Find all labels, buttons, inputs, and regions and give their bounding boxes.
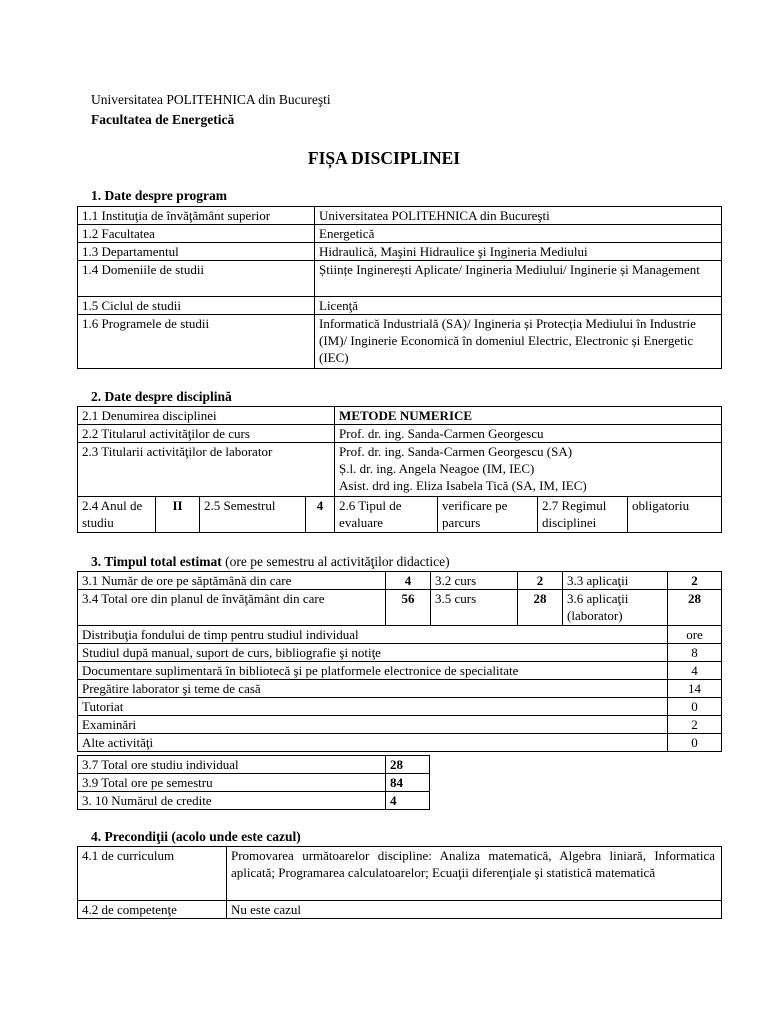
course-hours-label: 3.2 curs (431, 572, 518, 590)
course-holder-value: Prof. dr. ing. Sanda-Carmen Georgescu (335, 425, 722, 443)
evaluation-label: 2.6 Tipul de evaluare (335, 497, 438, 533)
program-value: Licenţă (315, 297, 722, 315)
lab-total-value: 28 (668, 590, 722, 626)
precondition-row (78, 847, 722, 901)
hours-per-week-label: 3.1 Număr de ore pe săptămână din care (78, 572, 386, 590)
semester-value: 4 (306, 497, 335, 533)
time-table (77, 571, 722, 752)
activity-label: Tutoriat (78, 698, 668, 716)
activity-label: Alte activităţi (78, 734, 668, 752)
program-label: 1.1 Instituţia de învăţământ superior (78, 207, 315, 225)
lab-holders-value (335, 443, 722, 497)
activity-label: Pregătire laborator şi teme de casă (78, 680, 668, 698)
total-plan-hours-label: 3.4 Total ore din planul de învăţământ din care (78, 590, 386, 626)
application-hours-label: 3.3 aplicaţii (563, 572, 668, 590)
semester-label: 2.5 Semestrul (200, 497, 306, 533)
totals-table (77, 755, 430, 810)
program-label: 1.2 Facultatea (78, 225, 315, 243)
distribution-unit: ore (668, 626, 722, 644)
course-total-label: 3.5 curs (431, 590, 518, 626)
document-title: FIȘA DISCIPLINEI (307, 148, 461, 168)
total-label: 3.9 Total ore pe semestru (78, 774, 386, 792)
discipline-row (78, 407, 722, 425)
program-row (78, 315, 722, 369)
program-value: Universitatea POLITEHNICA din Bucureşti (315, 207, 722, 225)
lab-holder-line: Prof. dr. ing. Sanda-Carmen Georgescu (SA) (339, 444, 573, 459)
program-table (77, 206, 722, 369)
hours-per-week-value: 4 (386, 572, 431, 590)
activity-label: Examinări (78, 716, 668, 734)
preconditions-table (77, 846, 722, 919)
discipline-row (78, 443, 722, 497)
time-row (78, 590, 722, 626)
year-value: II (156, 497, 200, 533)
program-label: 1.6 Programele de studii (78, 315, 315, 369)
program-value: Hidraulică, Maşini Hidraulice şi Ingineria Mediului (315, 243, 722, 261)
course-hours-value: 2 (518, 572, 563, 590)
program-value: Energetică (315, 225, 722, 243)
total-value: 28 (386, 756, 430, 774)
discipline-row (78, 425, 722, 443)
totals-row (78, 756, 430, 774)
distribution-row (78, 644, 722, 662)
time-row (78, 572, 722, 590)
program-row (78, 207, 722, 225)
distribution-row (78, 698, 722, 716)
evaluation-value: verificare pe parcurs (438, 497, 538, 533)
activity-hours: 2 (668, 716, 722, 734)
competences-label: 4.2 de competenţe (78, 901, 227, 919)
distribution-row (78, 734, 722, 752)
competences-value: Nu este cazul (227, 901, 722, 919)
total-label: 3.7 Total ore studiu individual (78, 756, 386, 774)
activity-hours: 8 (668, 644, 722, 662)
section-3-title: 3. Timpul total estimat (91, 554, 222, 569)
program-label: 1.3 Departamentul (78, 243, 315, 261)
curriculum-value: Promovarea următoarelor discipline: Analiza matematică, Algebra liniară, Informatica aplicată; Programarea calculatoarelor; Ecuaţii diferenţiale şi statistică matematică (227, 847, 722, 901)
precondition-row (78, 901, 722, 919)
program-row (78, 261, 722, 297)
activity-label: Documentare suplimentară în bibliotecă şi pe platformele electronice de specialitate (78, 662, 668, 680)
lab-total-label: 3.6 aplicaţii (laborator) (563, 590, 668, 626)
program-row (78, 225, 722, 243)
course-total-value: 28 (518, 590, 563, 626)
discipline-row (78, 497, 722, 533)
activity-hours: 0 (668, 698, 722, 716)
section-3-heading (91, 554, 450, 570)
totals-row (78, 774, 430, 792)
total-value: 84 (386, 774, 430, 792)
program-row (78, 297, 722, 315)
activity-hours: 0 (668, 734, 722, 752)
course-holder-label: 2.2 Titularul activităţilor de curs (78, 425, 335, 443)
discipline-name-value: METODE NUMERICE (335, 407, 722, 425)
university-name: Universitatea POLITEHNICA din Bucureşti (91, 92, 331, 107)
distribution-row (78, 716, 722, 734)
program-label: 1.4 Domeniile de studii (78, 261, 315, 297)
regime-label: 2.7 Regimul disciplinei (538, 497, 628, 533)
total-plan-hours-value: 56 (386, 590, 431, 626)
curriculum-label: 4.1 de curriculum (78, 847, 227, 901)
totals-row (78, 792, 430, 810)
program-row (78, 243, 722, 261)
faculty-name: Facultatea de Energetică (91, 112, 235, 127)
lab-holders-label: 2.3 Titularii activităţilor de laborator (78, 443, 335, 497)
activity-hours: 14 (668, 680, 722, 698)
total-value: 4 (386, 792, 430, 810)
program-value: Informatică Industrială (SA)/ Ingineria și Protecția Mediului în Industrie (IM)/ Inginerie Economică în domeniul Electric, Electronic și Energetic (IEC) (315, 315, 722, 369)
section-3-note: (ore pe semestru al activităţilor didactice) (225, 554, 450, 569)
application-hours-value: 2 (668, 572, 722, 590)
year-label: 2.4 Anul de studiu (78, 497, 156, 533)
lab-holder-line: Asist. drd ing. Eliza Isabela Tică (SA, IM, IEC) (339, 478, 587, 493)
distribution-row (78, 680, 722, 698)
activity-hours: 4 (668, 662, 722, 680)
total-label: 3. 10 Numărul de credite (78, 792, 386, 810)
discipline-name-label: 2.1 Denumirea disciplinei (78, 407, 335, 425)
section-2-heading: 2. Date despre disciplină (91, 389, 232, 404)
distribution-label: Distribuţia fondului de timp pentru studiul individual (78, 626, 668, 644)
distribution-row (78, 662, 722, 680)
lab-holder-line: Ș.l. dr. ing. Angela Neagoe (IM, IEC) (339, 461, 535, 476)
time-row (78, 626, 722, 644)
section-1-heading: 1. Date despre program (91, 188, 227, 203)
program-label: 1.5 Ciclul de studii (78, 297, 315, 315)
program-value: Științe Inginerești Aplicate/ Ingineria Mediului/ Inginerie și Management (315, 261, 722, 297)
discipline-table (77, 406, 722, 533)
activity-label: Studiul după manual, suport de curs, bibliografie şi notiţe (78, 644, 668, 662)
regime-value: obligatoriu (628, 497, 722, 533)
section-4-heading: 4. Precondiţii (acolo unde este cazul) (91, 829, 301, 844)
